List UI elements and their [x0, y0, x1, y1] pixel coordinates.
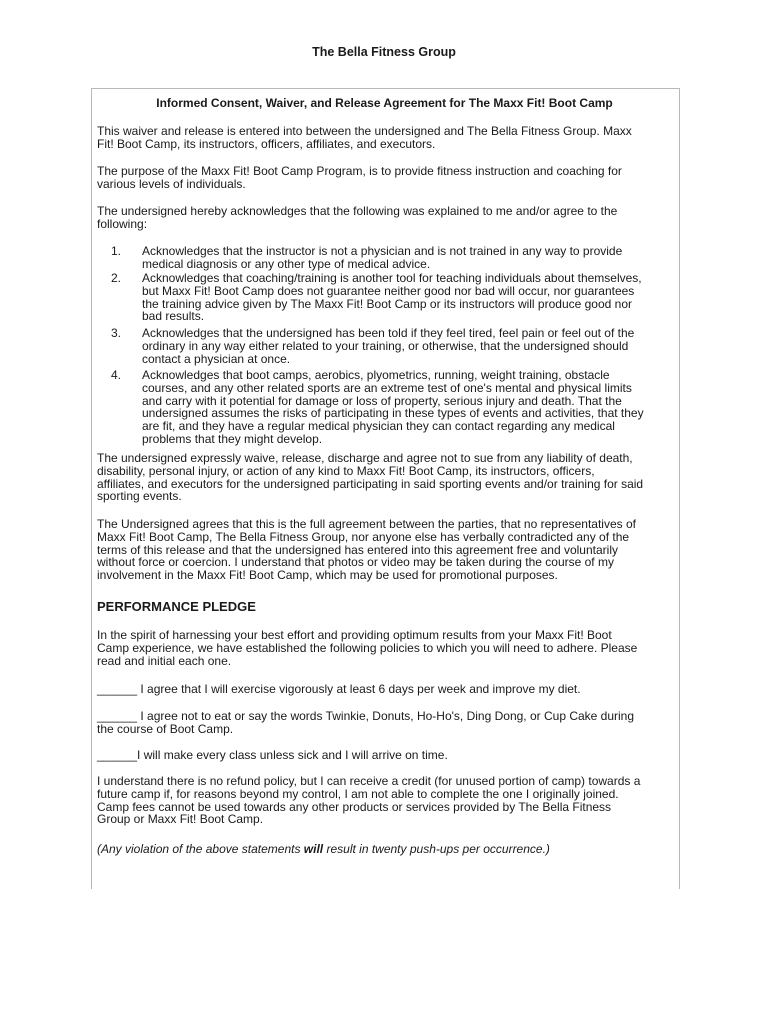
list-number: 2.: [111, 271, 122, 285]
note-text: (Any violation of the above statements: [97, 842, 304, 856]
list-text: Acknowledges that the undersigned has been told if they feel tired, feel pain or feel out of the ordinary in any way either related to your training, or otherwise, that the undersigned should contact a physician at once.: [142, 326, 635, 366]
note-emphasis: will: [303, 842, 324, 856]
list-number: 4.: [111, 368, 122, 382]
list-text: Acknowledges that the instructor is not a physician and is not trained in any way to provide medical diagnosis or any other type of medical advice.: [142, 244, 623, 271]
agreement-heading: Informed Consent, Waiver, and Release Agreement for The Maxx Fit! Boot Camp: [156, 96, 613, 110]
list-text: Acknowledges that coaching/training is another tool for teaching individuals about themselves, but Maxx Fit! Boot Camp does not guarantee neither good nor bad will occur, nor guarantees the training advice given by The Maxx Fit! Boot Camp or its instructors will produce good nor bad results.: [142, 271, 642, 324]
page-title: The Bella Fitness Group: [312, 45, 456, 59]
paragraph-refund: I understand there is no refund policy, but I can receive a credit (for unused portion of camp) towards a future camp if, for reasons beyond my control, I am not able to complete the one I originally joined. Camp fees cannot be used towards any other products or services provided by The Bella Fitness Group or Maxx Fit! Boot Camp.: [97, 774, 641, 827]
violation-note: [97, 843, 677, 856]
paragraph-waiver: The undersigned expressly waive, release, discharge and agree not to sue from any liability of death, disability, personal injury, or action of any kind to Maxx Fit! Boot Camp, its instructors, officers, affiliates, and executors for the undersigned participating in said sporting events and/or training for said sporting events.: [97, 451, 644, 504]
paragraph-acknowledge: The undersigned hereby acknowledges that the following was explained to me and/or agree to the following:: [97, 204, 618, 231]
pledge-item-diet: ______ I agree not to eat or say the words Twinkie, Donuts, Ho-Ho's, Ding Dong, or Cup Cake during the course of Boot Camp.: [97, 709, 635, 736]
performance-pledge-heading: PERFORMANCE PLEDGE: [97, 599, 256, 614]
note-text: result in twenty push-ups per occurrence.): [323, 842, 550, 856]
paragraph-intro: This waiver and release is entered into between the undersigned and The Bella Fitness Group. Maxx Fit! Boot Camp, its instructors, officers, affiliates, and executors.: [97, 124, 632, 151]
paragraph-purpose: The purpose of the Maxx Fit! Boot Camp Program, is to provide fitness instruction and coaching for various levels of individuals.: [97, 164, 622, 191]
pledge-item-exercise: ______ I agree that I will exercise vigorously at least 6 days per week and improve my diet.: [97, 682, 581, 696]
list-number: 1.: [111, 244, 122, 258]
list-text: Acknowledges that boot camps, aerobics, plyometrics, running, weight training, obstacle courses, and any other related sports are an extreme test of one's mental and physical limits and carry with it potential for damage or loss of property, serious injury and death. That the undersigned assumes the risks of participating in these types of events and activities, that they are fit, and they have a regular medical physician they can contact regarding any medical problems that they might develop.: [142, 368, 644, 446]
paragraph-pledge-intro: In the spirit of harnessing your best effort and providing optimum results from your Maxx Fit! Boot Camp experience, we have established the following policies to which you will need to adhere. Please read and initial each one.: [97, 628, 638, 668]
paragraph-full-agreement: The Undersigned agrees that this is the full agreement between the parties, that no representatives of Maxx Fit! Boot Camp, The Bella Fitness Group, nor anyone else has verbally contradicted any of the terms of this release and that the undersigned has entered into this agreement free and voluntarily without force or coercion. I understand that photos or video may be taken during the course of my involvement in the Maxx Fit! Boot Camp, which may be used for promotional purposes.: [97, 517, 636, 583]
pledge-item-attendance: ______I will make every class unless sick and I will arrive on time.: [97, 748, 448, 762]
list-number: 3.: [111, 326, 122, 340]
